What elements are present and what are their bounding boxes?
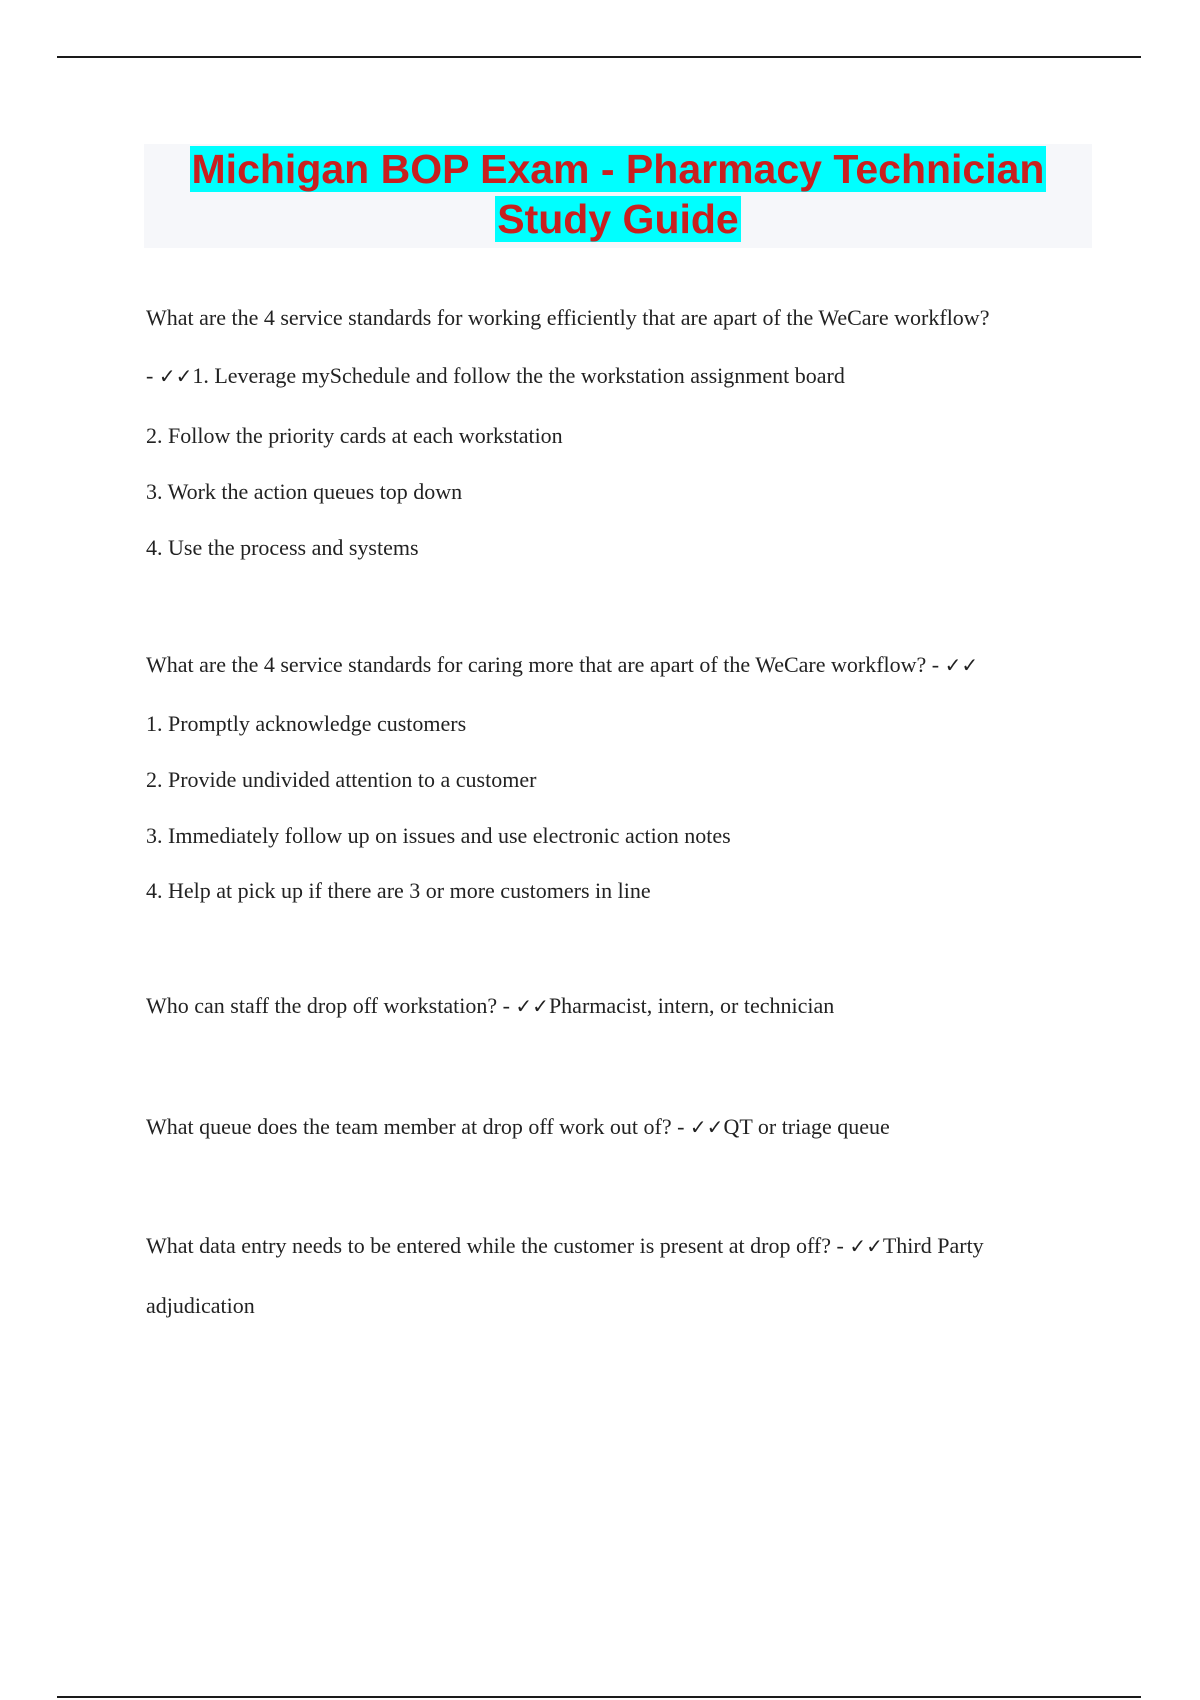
title-block: [144, 144, 1092, 248]
answer-2-line-2: 2. Provide undivided attention to a customer: [146, 767, 537, 792]
answer-2-line-3: 3. Immediately follow up on issues and use electronic action notes: [146, 823, 731, 848]
title-line-1: Michigan BOP Exam - Pharmacy Technician: [191, 146, 1045, 192]
answer-2-line-1: 1. Promptly acknowledge customers: [146, 711, 467, 736]
double-check-icon: ✓✓: [515, 994, 549, 1018]
question-1: What are the 4 service standards for working efficiently that are apart of the WeCare workflow?: [146, 305, 990, 330]
answer-1-line-4: 4. Use the process and systems: [146, 535, 419, 560]
question-5-continued: adjudication: [146, 1293, 255, 1318]
question-2: What are the 4 service standards for caring more that are apart of the WeCare workflow? - ✓✓: [146, 652, 979, 677]
title-line-2: Study Guide: [497, 196, 739, 242]
answer-1-line-3: 3. Work the action queues top down: [146, 479, 463, 504]
double-check-icon: ✓✓: [689, 1115, 724, 1139]
header-rule: [57, 56, 1141, 58]
double-check-icon: ✓✓: [849, 1234, 883, 1258]
question-3: Who can staff the drop off workstation? - ✓✓Pharmacist, intern, or technician: [146, 993, 835, 1018]
footer-rule: [57, 1696, 1141, 1698]
question-5: What data entry needs to be entered while the customer is present at drop off? - ✓✓Third Party: [146, 1233, 984, 1258]
answer-1-line-1: - ✓✓1. Leverage mySchedule and follow the the workstation assignment board: [146, 363, 845, 388]
double-check-icon: ✓✓: [158, 364, 193, 388]
double-check-icon: ✓✓: [944, 653, 979, 677]
answer-2-line-4: 4. Help at pick up if there are 3 or more customers in line: [146, 878, 651, 903]
question-4: What queue does the team member at drop off work out of? - ✓✓QT or triage queue: [146, 1114, 890, 1139]
answer-1-line-2: 2. Follow the priority cards at each workstation: [146, 423, 563, 448]
